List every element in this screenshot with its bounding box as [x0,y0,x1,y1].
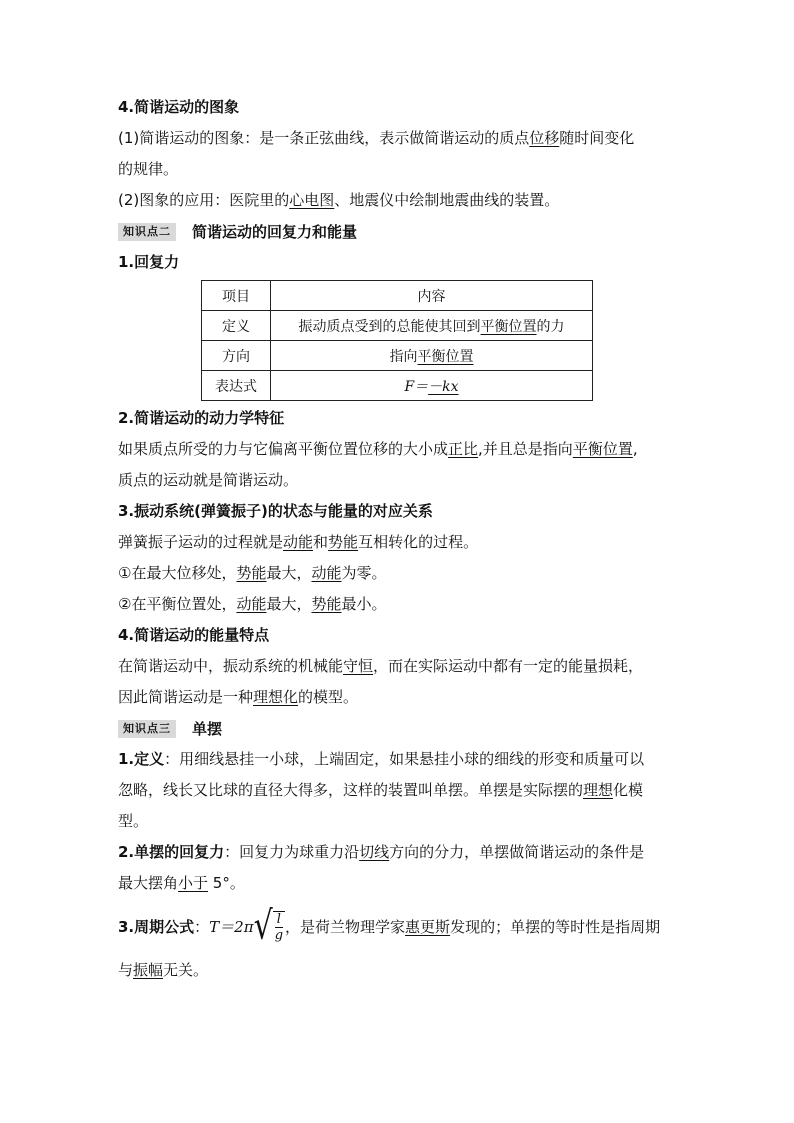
document-page [118,92,678,986]
paragraph: ①在最大位移处，势能最大，动能为零。 [118,564,387,582]
knowledge-point-title: 简谐运动的回复力和能量 [192,223,358,241]
section-heading: 2.简谐运动的动力学特征 [118,409,285,427]
table-cell: 表达式 [202,371,271,401]
restoring-force-table [201,280,593,401]
formula-T: T [209,917,220,936]
paragraph: 最大摆角小于 5°。 [118,874,245,892]
table-cell: 振动质点受到的总能使其回到平衡位置的力 [271,311,593,341]
paragraph: (2)图象的应用：医院里的心电图、地震仪中绘制地震曲线的装置。 [118,191,560,209]
table-row [202,341,593,371]
table-row [202,311,593,341]
table-cell: 定义 [202,311,271,341]
table-header-cell: 项目 [202,281,271,311]
section-heading: 4.简谐运动的能量特点 [118,626,270,644]
period-formula-line: 3.周期公式 ： T ＝2π √ $\frac{l}{g}$ ，是荷兰物理学家 惠更斯 发现的；单摆的等时性是指周期 [118,903,661,950]
section-heading: 1.回复力 [118,253,180,271]
knowledge-point-badge: 知识点三 [118,720,176,738]
table-header-cell: 内容 [271,281,593,311]
knowledge-point-badge: 知识点二 [118,223,176,241]
section-heading: 3.振动系统(弹簧振子)的状态与能量的对应关系 [118,502,433,520]
paragraph: 2.单摆的回复力：回复力为球重力沿切线方向的分力，单摆做简谐运动的条件是 [118,843,645,861]
knowledge-point-title: 单摆 [192,720,223,738]
paragraph: 在简谐运动中，振动系统的机械能守恒，而在实际运动中都有一定的能量损耗， [118,657,644,675]
paragraph: 与振幅无关。 [118,961,209,979]
knowledge-point-header [118,216,678,247]
paragraph: 弹簧振子运动的过程就是动能和势能互相转化的过程。 [118,533,479,551]
table-row [202,371,593,401]
table-cell: 指向平衡位置 [271,341,593,371]
paragraph: 型。 [118,812,149,830]
paragraph: 质点的运动就是简谐运动。 [118,471,299,489]
table-row [202,281,593,311]
table-cell: 方向 [202,341,271,371]
paragraph: 的规律。 [118,160,179,178]
table-cell: F＝－kx [271,371,593,401]
paragraph: 忽略，线长又比球的直径大得多，这样的装置叫单摆。单摆是实际摆的理想化模 [118,781,644,799]
formula-eq: ＝2π [219,917,254,936]
section-heading: 4.简谐运动的图象 [118,98,240,116]
paragraph: 1.定义：用细线悬挂一小球，上端固定，如果悬挂小球的细线的形变和质量可以 [118,750,645,768]
paragraph: 因此简谐运动是一种理想化的模型。 [118,688,359,706]
paragraph: ②在平衡位置处，动能最大，势能最小。 [118,595,387,613]
paragraph: (1)简谐运动的图象：是一条正弦曲线，表示做简谐运动的质点位移随时间变化 [118,129,635,147]
sqrt-formula: √ $\frac{l}{g}$ [253,903,284,950]
knowledge-point-header [118,713,678,744]
paragraph: 如果质点所受的力与它偏离平衡位置位移的大小成正比,并且总是指向平衡位置, [118,440,638,458]
